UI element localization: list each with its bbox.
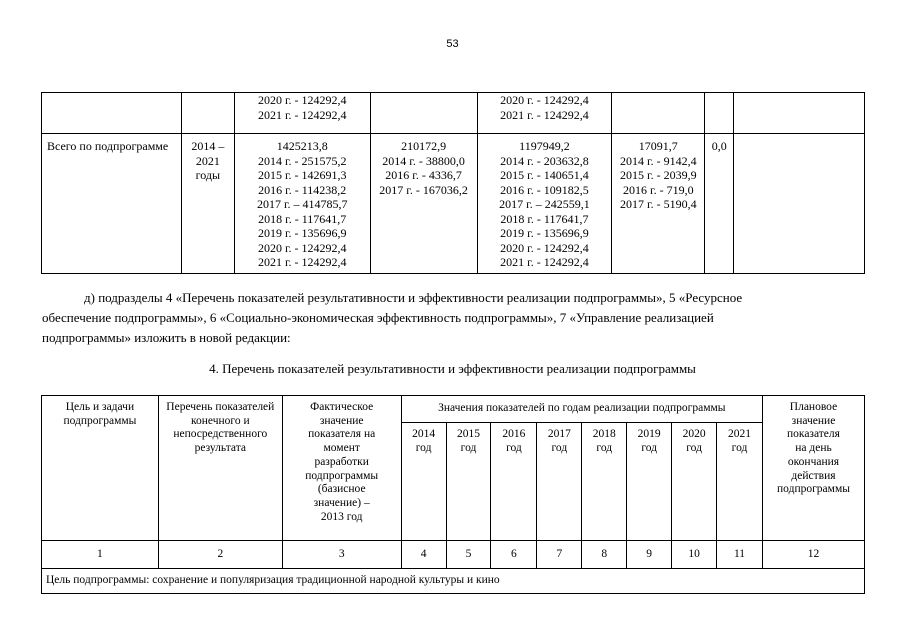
cell-line: 2020 г. - 124292,4	[257, 93, 347, 107]
header-line: Плановое	[789, 401, 838, 413]
goal-row	[42, 569, 865, 594]
federal-cell	[370, 134, 477, 274]
funding-table	[41, 92, 865, 274]
header-line: значение	[319, 414, 364, 427]
cell-line: 2016 г. - 719,0	[623, 182, 694, 197]
column-number: 1	[42, 541, 159, 569]
cell-line: 2017 г. – 242559,1	[499, 197, 590, 211]
header-line: Фактическое	[310, 401, 374, 413]
year-header	[446, 423, 491, 541]
header-line: год	[506, 441, 522, 454]
header-line: значение) –	[313, 496, 370, 509]
cell-line: 2016 г. - 114238,2	[258, 182, 347, 197]
header-line: год	[731, 441, 748, 454]
cell-line: 2016 г. - 109182,5	[500, 182, 589, 197]
cell-line: 2016 г. - 4336,7	[385, 168, 462, 182]
header-line: показателя	[787, 428, 840, 441]
header-line: 2018	[592, 428, 616, 440]
cell-line: 2014 г. - 203632,8	[500, 153, 589, 168]
table-header-row	[42, 396, 865, 423]
header-line: 2020	[682, 428, 706, 440]
header-line: непосредственного	[173, 428, 268, 441]
cell-line: 2021 г. - 124292,4	[500, 107, 589, 122]
header-line: на день	[795, 442, 832, 455]
column-number: 12	[762, 541, 864, 569]
column-number: 2	[158, 541, 282, 569]
cell-line: 2014 г. - 251575,2	[257, 153, 347, 168]
total-cell	[234, 93, 370, 134]
year-header	[627, 423, 672, 541]
header-line: 2015	[456, 428, 480, 440]
year-header	[582, 423, 627, 541]
table-row	[42, 93, 865, 134]
cell-line: 2019 г. - 135696,9	[500, 226, 589, 240]
section-heading: 4. Перечень показателей результативности и эффективности реализации подпрограммы	[209, 361, 696, 376]
year-header	[491, 423, 537, 541]
cell-line: 2015 г. - 140651,4	[500, 168, 589, 182]
header-line: показателя на	[308, 428, 376, 441]
header-line: 2019	[637, 428, 661, 440]
paragraph-line: подпрограммы» изложить в новой редакции:	[42, 330, 291, 345]
header-line: значение	[791, 414, 836, 427]
cell-line: 2014 г. - 9142,4	[620, 153, 697, 168]
year-header	[537, 423, 582, 541]
header-line: окончания	[787, 455, 840, 468]
header-line: 2016	[502, 428, 526, 440]
total-cell	[234, 134, 370, 274]
table-row	[42, 134, 865, 274]
cell-line: 2021 г. - 124292,4	[500, 255, 589, 269]
column-number: 6	[491, 541, 537, 569]
header-line: 2021	[728, 428, 752, 440]
header-line: год	[641, 441, 658, 454]
cell-line: 2020 г. - 124292,4	[257, 240, 347, 255]
header-line: подпрограммы	[777, 483, 850, 496]
table-cell	[734, 134, 865, 274]
cell-line: 2014 –	[191, 139, 225, 153]
column-number: 3	[282, 541, 401, 569]
cell-line: 1425213,8	[276, 139, 328, 153]
cell-line: 2017 г. - 5190,4	[620, 197, 697, 211]
cell-line: 2018 г. - 117641,7	[258, 211, 347, 226]
years-group-header: Значения показателей по годам реализации подпрограммы	[401, 396, 762, 423]
row-label: Всего по подпрограмме	[42, 134, 182, 274]
cell-line: 2018 г. - 117641,7	[500, 211, 589, 226]
cell-line: 2021 г. - 124292,4	[257, 255, 347, 269]
page-number: 53	[446, 38, 459, 50]
cell-line: 2021	[195, 153, 220, 168]
header-line: 2017	[547, 428, 571, 440]
period-cell	[181, 134, 234, 274]
cell-line: 2020 г. - 124292,4	[500, 240, 589, 255]
cell-line: 1197949,2	[519, 139, 570, 153]
year-header	[672, 423, 717, 541]
goal-header	[42, 396, 159, 541]
header-line: год	[686, 441, 702, 454]
paragraph-line: обеспечение подпрограммы», 6 «Социально-экономическая эффективность подпрограммы», 7 «Управление реализацией	[42, 310, 714, 325]
goal-cell: Цель подпрограммы: сохранение и популяризация традиционной народной культуры и кино	[42, 569, 865, 594]
column-number: 9	[627, 541, 672, 569]
column-number: 5	[446, 541, 491, 569]
header-line: подпрограммы	[63, 414, 137, 427]
table-cell	[705, 93, 734, 134]
cell-line: 210172,9	[401, 139, 447, 153]
cell-line: 2017 г. - 167036,2	[379, 182, 468, 197]
header-line: 2013 год	[320, 510, 363, 523]
actual-value-header	[282, 396, 401, 541]
header-line: год	[551, 441, 568, 454]
cell-line: годы	[195, 168, 221, 182]
cell-line: 2020 г. - 124292,4	[500, 93, 589, 107]
cell-line: 2015 г. - 142691,3	[257, 168, 347, 182]
header-line: (базисное	[317, 483, 366, 496]
column-number: 4	[401, 541, 446, 569]
header-line: конечного и	[191, 414, 250, 427]
table-cell	[181, 93, 234, 134]
column-number: 11	[717, 541, 763, 569]
header-line: действия	[791, 469, 836, 482]
header-line: год	[415, 441, 432, 454]
amendment-paragraph	[42, 288, 867, 348]
cell-line: 2019 г. - 135696,9	[257, 226, 347, 240]
indicators-header	[158, 396, 282, 541]
table-cell	[734, 93, 865, 134]
header-line: год	[596, 441, 613, 454]
other-cell: 0,0	[705, 134, 734, 274]
planned-value-header	[762, 396, 864, 541]
header-line: момент	[323, 442, 360, 455]
cell-line: 2015 г. - 2039,9	[620, 168, 697, 182]
table-cell	[370, 93, 477, 134]
year-header	[401, 423, 446, 541]
paragraph-line: д) подразделы 4 «Перечень показателей результативности и эффективности реализации подпрограммы», 5 «Ресурсное	[84, 290, 743, 305]
column-number: 8	[582, 541, 627, 569]
header-line: подпрограммы	[305, 469, 379, 482]
cell-line: 2021 г. - 124292,4	[257, 107, 347, 122]
header-line: год	[460, 441, 477, 454]
cell-line: 2017 г. – 414785,7	[256, 197, 348, 211]
regional-cell	[477, 134, 612, 274]
table-cell	[42, 93, 182, 134]
column-number-row	[42, 541, 865, 569]
cell-line: 17091,7	[638, 139, 678, 153]
header-line: Цель и задачи	[65, 401, 135, 413]
header-line: результата	[194, 442, 246, 455]
year-header	[717, 423, 763, 541]
column-number: 7	[537, 541, 582, 569]
header-line: разработки	[314, 455, 369, 468]
cell-line: 2014 г. - 38800,0	[382, 153, 465, 168]
header-line: Перечень показателей	[166, 401, 275, 413]
local-cell	[612, 134, 705, 274]
regional-cell	[477, 93, 612, 134]
header-line: 2014	[412, 428, 436, 440]
column-number: 10	[672, 541, 717, 569]
indicators-table	[41, 395, 865, 594]
table-cell	[612, 93, 705, 134]
